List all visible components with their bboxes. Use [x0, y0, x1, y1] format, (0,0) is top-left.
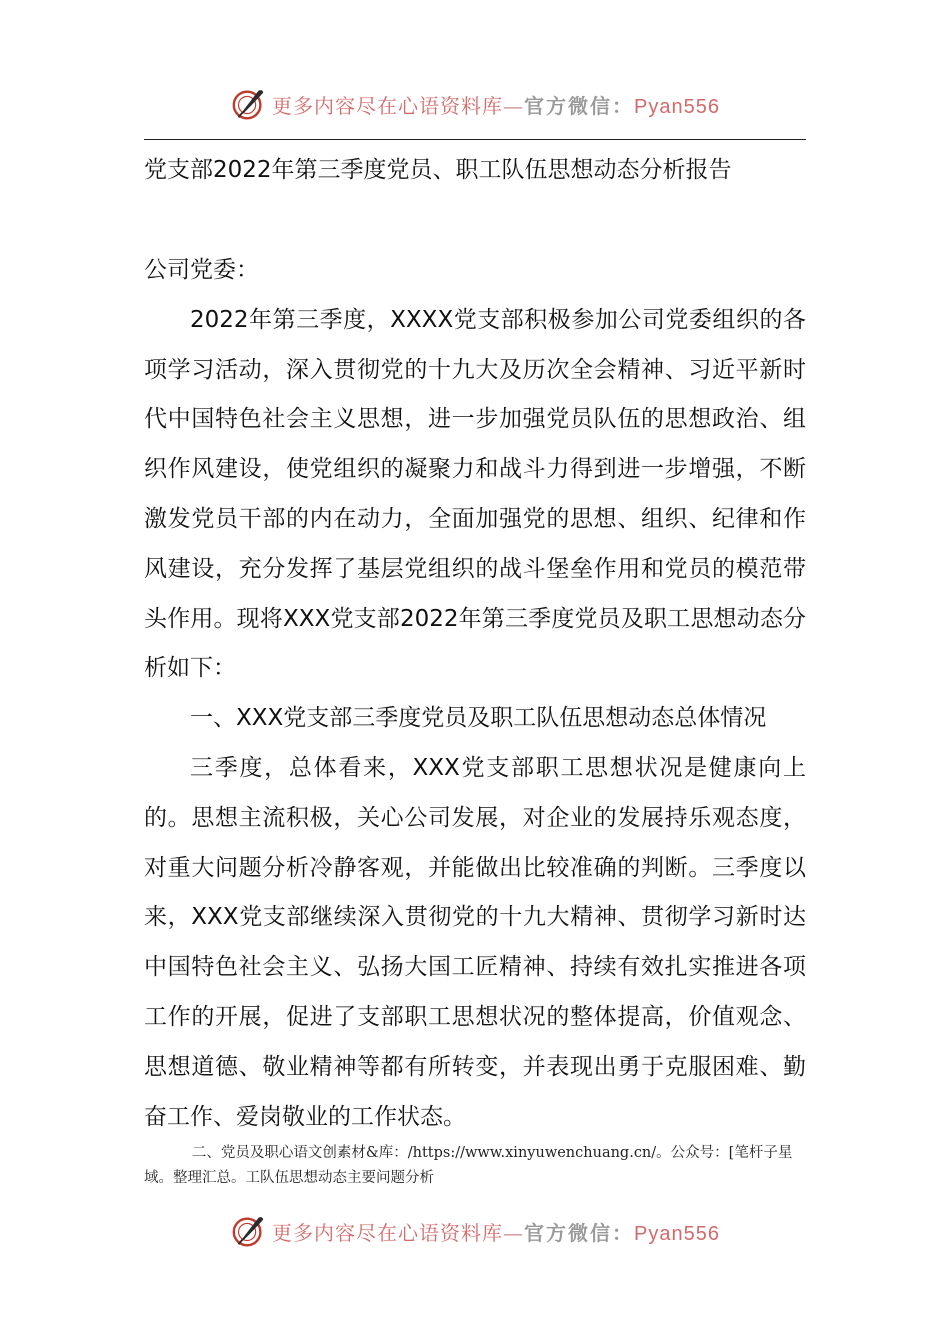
banner-wechat-id: Pyan556 [634, 95, 720, 118]
footer-banner [0, 1211, 950, 1251]
header-banner [0, 84, 950, 124]
document-title: 党支部2022年第三季度党员、职工队伍思想动态分析报告 [144, 157, 732, 183]
banner-text [272, 90, 720, 119]
banner-separator: — [503, 93, 525, 118]
banner-wechat-label: 官方微信： [524, 93, 635, 118]
banner-main: 更多内容尽在心语资料库 [272, 93, 504, 118]
quill-logo-icon [230, 1212, 268, 1250]
salutation: 公司党委： [144, 257, 259, 283]
banner-main: 更多内容尽在心语资料库 [272, 1220, 504, 1245]
intro-paragraph: 2022年第三季度，XXXX党支部积极参加公司党委组织的各项学习活动，深入贯彻党的十九大及历次全会精神、习近平新时代中国特色社会主义思想，进一步加强党员队伍的思想政治、组织作风建设，使党组织的凝聚力和战斗力得到进一步增强，不断激发党员干部的内在动力，全面加强党的思想、组织、纪律和作风建设，充分发挥了基层党组织的战斗堡垒作用和党员的模范带头作用。现将XXX党支部2022年第三季度党员及职工思想动态分析如下： [144, 306, 806, 682]
banner-wechat-label: 官方微信： [524, 1220, 635, 1245]
quill-logo-icon [230, 85, 268, 123]
banner-text [272, 1217, 720, 1246]
header-rule [144, 139, 806, 140]
document-body [144, 246, 806, 1142]
banner-wechat-id: Pyan556 [634, 1222, 720, 1245]
section-heading-1: 一、XXX党支部三季度党员及职工队伍思想动态总体情况 [190, 705, 767, 732]
footnote-text: 二、党员及职心语文创素材&库：/https://www.xinyuwenchuang.cn/。公众号：[笔杆子星域。整理汇总。工队伍思想动态主要问题分析 [144, 1145, 793, 1186]
banner-separator: — [503, 1220, 525, 1245]
section-1-paragraph: 三季度，总体看来，XXX党支部职工思想状况是健康向上的。思想主流积极，关心公司发展，对企业的发展持乐观态度，对重大问题分析冷静客观，并能做出比较准确的判断。三季度以来，XXX党支部继续深入贯彻党的十九大精神、贯彻学习新时达中国特色社会主义、弘扬大国工匠精神、持续有效扎实推进各项工作的开展，促进了支部职工思想状况的整体提高，价值观念、思想道德、敬业精神等都有所转变，并表现出勇于克服困难、勤奋工作、爱岗敬业的工作状态。 [144, 754, 806, 1130]
